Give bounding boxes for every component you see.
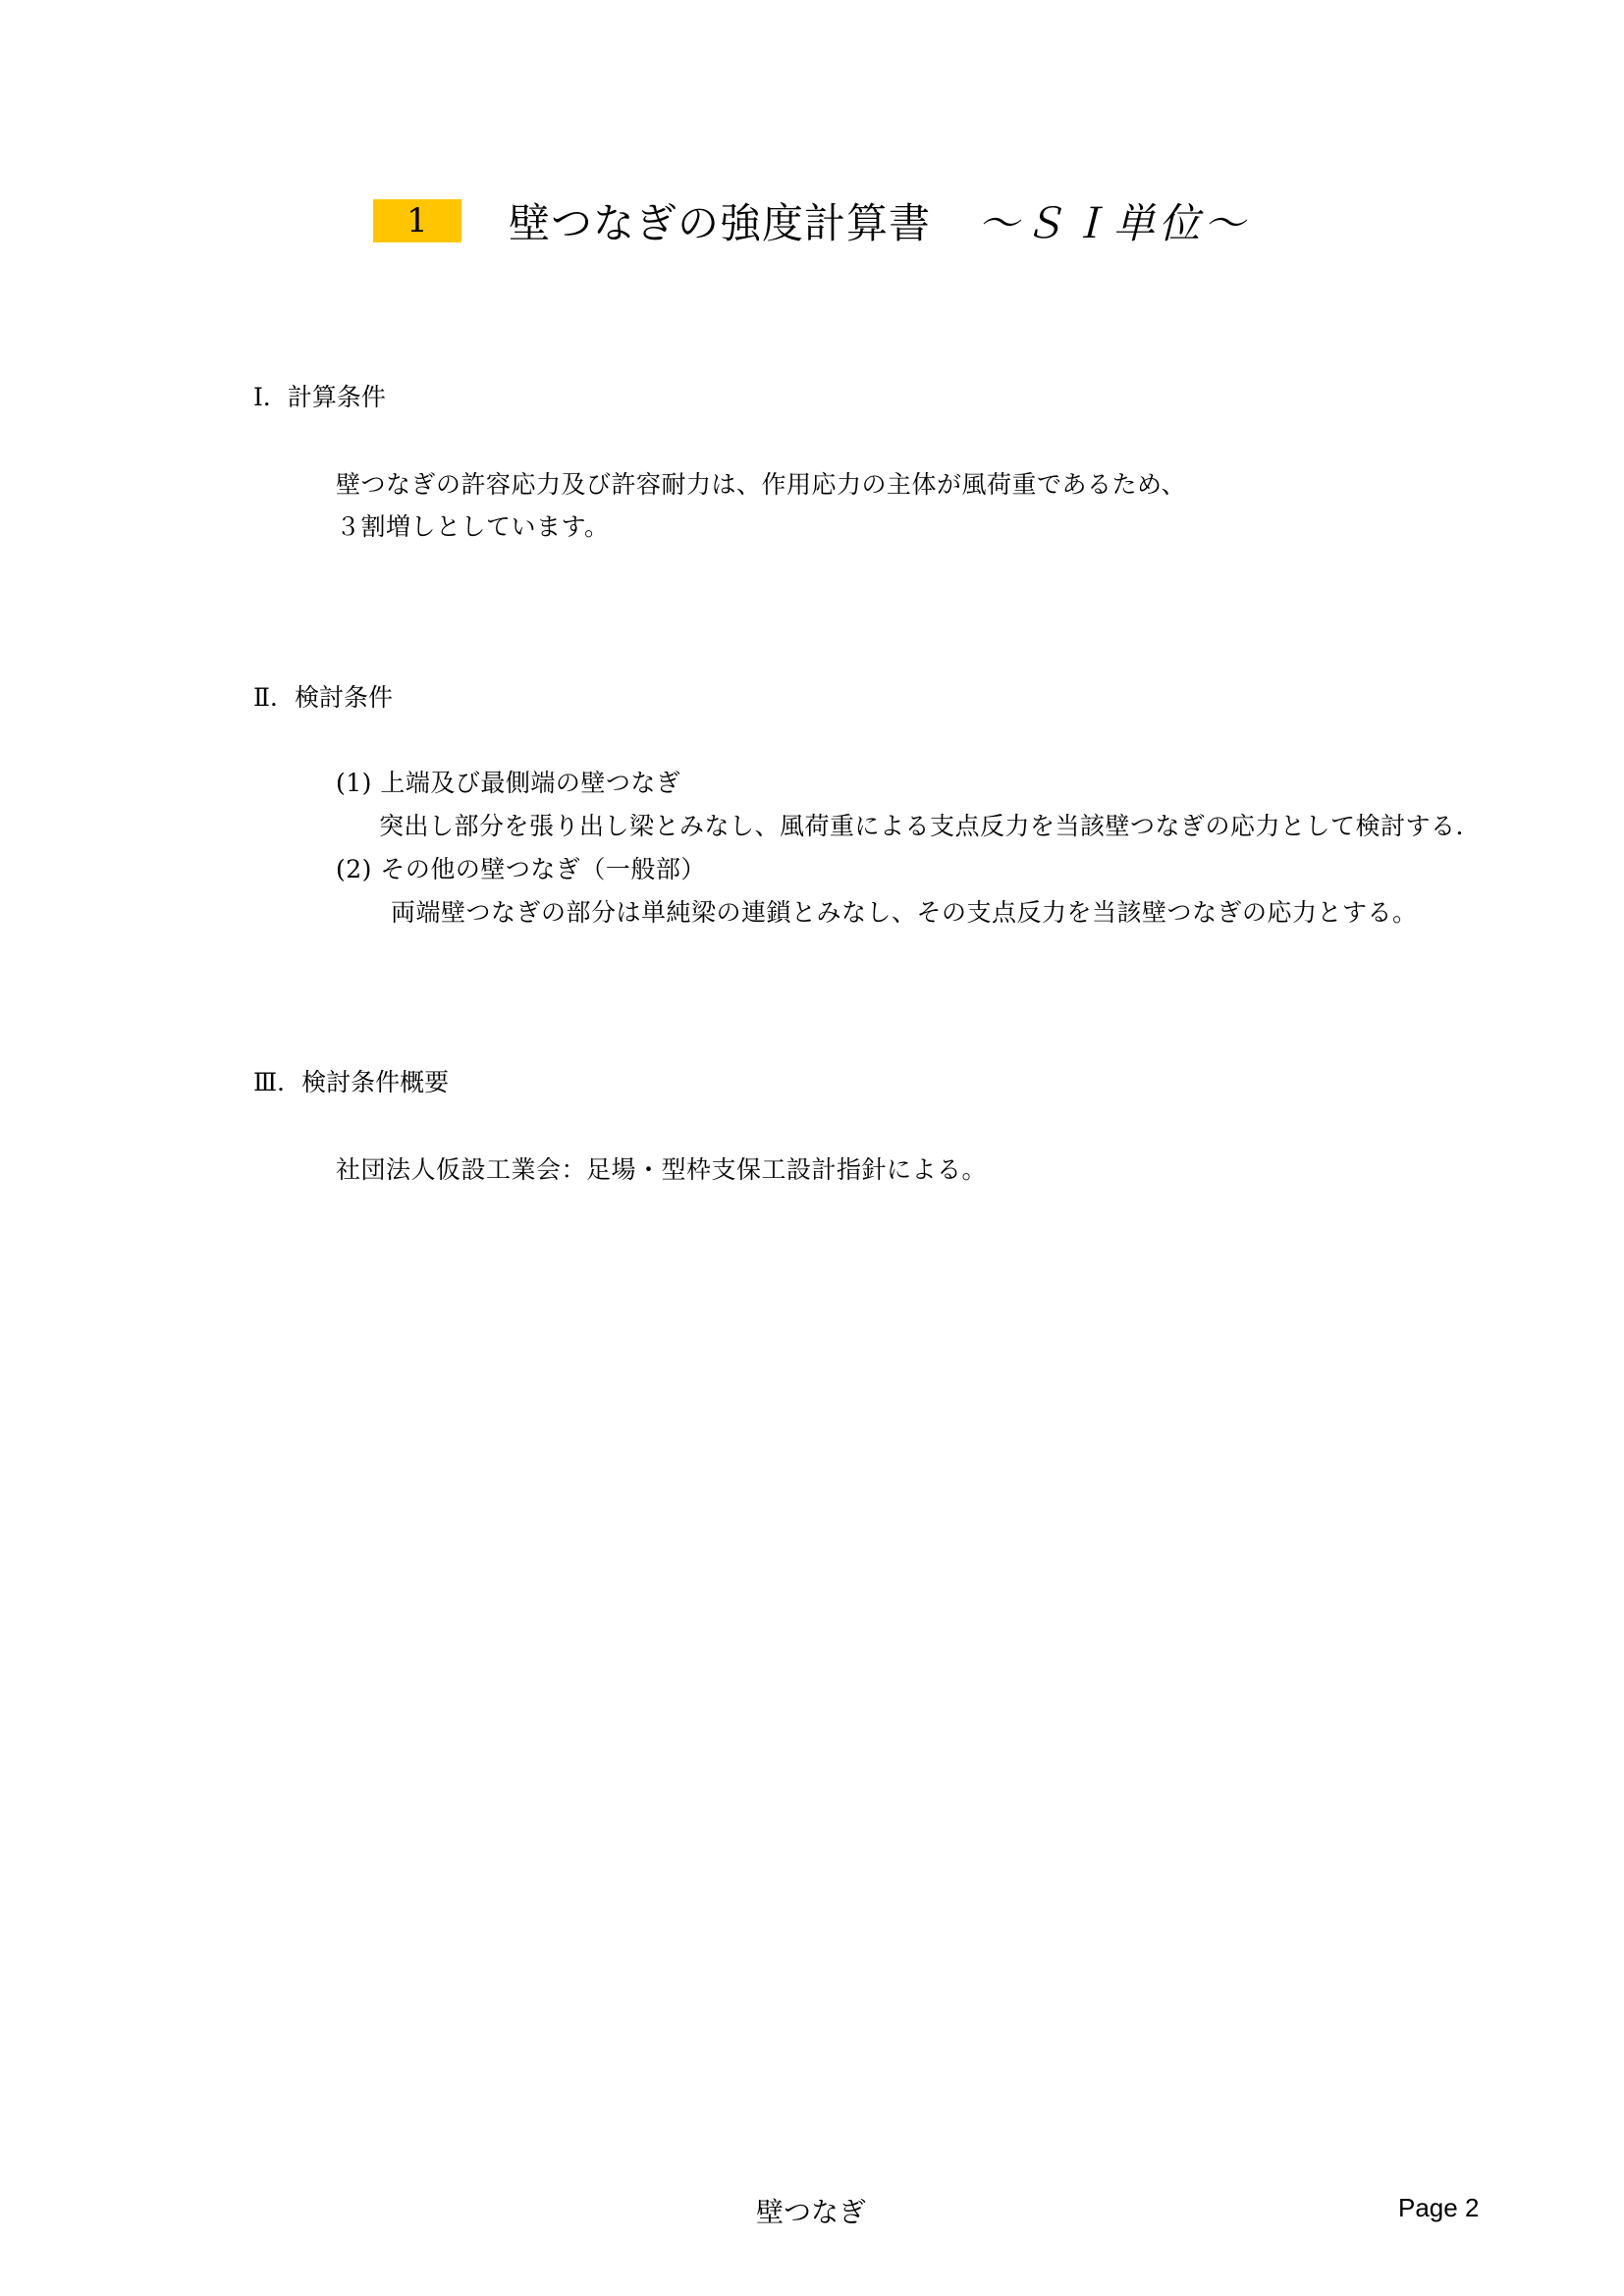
section2-item-2-label: (2) その他の壁つなぎ（一般部） (336, 855, 706, 883)
section1-line-1: 壁つなぎの許容応力及び許容耐力は、作用応力の主体が風荷重であるため、 (336, 470, 1187, 499)
section2-item-1-text: 突出し部分を張り出し梁とみなし、風荷重による支点反力を当該壁つなぎの応力として検討する. (379, 812, 1464, 840)
title-suffix: ～ＳＩ単位～ (978, 199, 1250, 247)
footer-title: 壁つなぎ (756, 2196, 867, 2228)
title-text: 壁つなぎの強度計算書 (509, 199, 932, 247)
section1-line-2: ３割増しとしています。 (336, 512, 610, 541)
section3-heading: Ⅲ．検討条件概要 (253, 1068, 450, 1096)
footer-page-number: Page 2 (1398, 2193, 1480, 2222)
section2-item-1-label: (1) 上端及び最側端の壁つなぎ (336, 769, 681, 797)
section1-heading: Ⅰ．計算条件 (253, 383, 386, 411)
section2-heading: Ⅱ．検討条件 (253, 683, 393, 712)
title-number-badge: 1 (373, 199, 461, 242)
document-title (373, 194, 1249, 247)
section3-text: 社団法人仮設工業会：足場・型枠支保工設計指針による。 (336, 1155, 988, 1184)
section2-item-2-text: 両端壁つなぎの部分は単純梁の連鎖とみなし、その支点反力を当該壁つなぎの応力とする。 (391, 898, 1418, 927)
